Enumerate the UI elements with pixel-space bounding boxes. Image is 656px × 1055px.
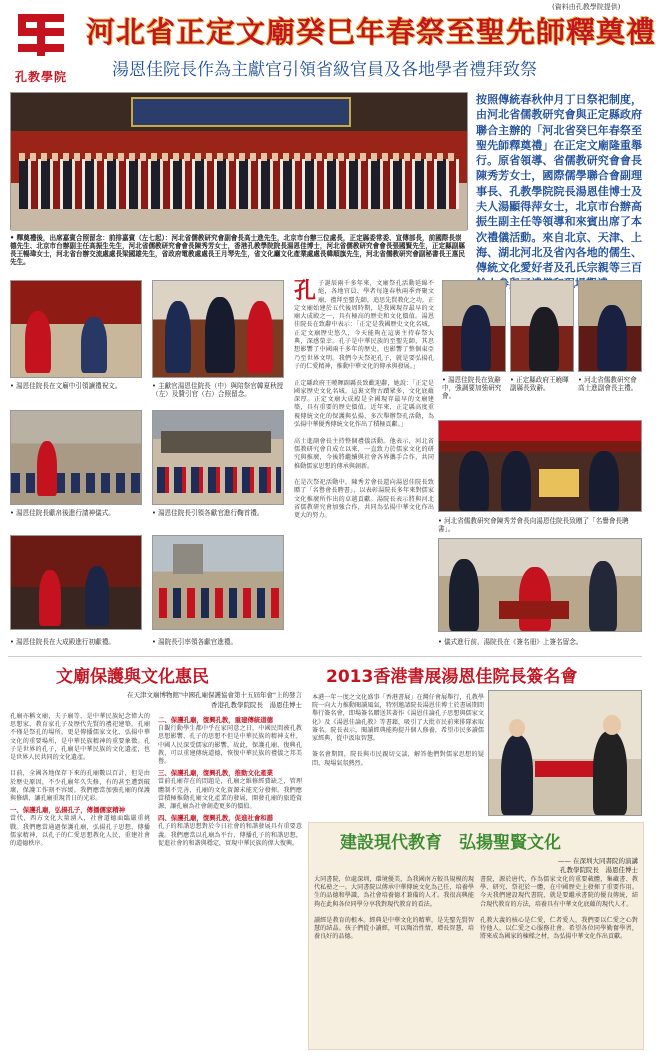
logo [12, 8, 70, 84]
caption-5: • 湯恩佳院長在大成殿進行初獻禮。 [10, 638, 115, 646]
kongjiao-logo-icon [12, 8, 70, 64]
photo-book-fair [488, 690, 642, 816]
modern-edu-title: 建設現代教育 弘揚聖賢文化 [340, 833, 561, 853]
caption-6: • 湯院長引率領各獻官進禮。 [152, 638, 238, 646]
photo-honorary-certificate [438, 420, 642, 512]
org-name: 孔教學院 [14, 70, 67, 84]
caption-1: • 湯恩佳院長在文廟中引領讀禮祝文。 [10, 382, 122, 390]
caption-2: • 主獻官湯恩佳院長（中）與陪祭官韓夏秋授（左）及贊引官（右）合照留念。 [152, 382, 284, 398]
source-tag: (資料由孔教學院提供) [552, 3, 621, 11]
bottom-mid-body1: 自觀行動學生都中乎在家同意之日，中國民間被孔教思想影響，孔子的思想不但是中華民族的精神支柱，中國人民深受儒家的影響，故此，保護孔廟、復興孔教，可以重建傳統道德，恢復中華民族的禮儀之邦美譽。 [158, 725, 302, 766]
bottom-left-sub1: 一、保護孔廟，弘揚孔子，傳播儒家精神 [10, 806, 126, 815]
divider-bottom [8, 656, 642, 657]
photo-speech [442, 280, 506, 372]
caption-4: • 湯恩佳院長引領各獻官進行鞠首禮。 [152, 509, 264, 517]
caption-9: • 河北省儒教研究會高士進副會長主禮。 [578, 376, 638, 392]
bottom-mid-body3: 孔子的和諧思想對於今日社會的和諧發展具有重要意義。我們應當以孔廟為平台，傳播孔子的和諧思想，促進社會的和諧與穩定，實現中華民族的偉大復興。 [158, 823, 302, 847]
photo-bowing-ceremony [152, 410, 284, 505]
modern-edu-byline: —— 在深圳大同書院的演講 [557, 857, 638, 865]
photo-deputy-mayor [510, 280, 574, 372]
group-photo [10, 92, 468, 230]
group-photo-caption: • 釋奠禮後，出席嘉賓合照留念：前排嘉賓（左七起）：河北省儒教研究會副會長高士進先生，北京市台辦三位處長，正定縣委常委、宣傳部長，前國際長崇德先生、北京市台辦副主任高振生先生，河北省儒教研究會會長陳秀芳女士，香港孔教學院院長湯恩佳博士，河北省儒教研究會會長張國賢先生，正定縣副縣長王暢瑋女士，河北省台辦交流處處長梁國雄先生，省政府電教處處長王月琴先生，省文化廳文化產業處處長韓順旗先生，河北省儒教研究會副秘書長王惠民先生。 [10, 234, 465, 266]
caption-7: • 湯恩佳院長在致辭中，強調要加強研究會。 [442, 376, 502, 400]
photo-first-offering [10, 535, 142, 630]
bottom-left-byline: 在天津文廟博物館"中國孔廟保護協會第十五屆年會"上的發言 [127, 691, 302, 699]
modern-edu-body2: 書院，源於唐代，作為儒家文化的重要載體，集藏書、教學、研究、祭祀於一體，在中國歷史上發揮了重要作用。今天我們建設現代書院，就是要繼承書院的優良傳統，結合現代教育的方法，培養具有中華文化底蘊的現代人才。 孔教大義的核心是仁愛，仁者愛人，我們要以仁愛之心對待他人，以仁愛之心服務社會。希望各位同學勤奮學習，將來成為國家的棟樑之材，為弘揚中華文化作出貢獻。 [480, 876, 638, 941]
photo-reading-prayer [10, 280, 142, 378]
headline: 河北省正定文廟癸巳年春祭至聖先師釋奠禮 [86, 15, 656, 49]
photo-presiding-officials [152, 280, 284, 378]
dropcap: 孔 [294, 278, 317, 304]
bottom-mid-sub3: 四、保護孔廟，復興孔教，促進社會和諧 [158, 814, 274, 823]
photo-invoke-spirit [10, 410, 142, 505]
modern-edu-byline2: 孔教學院院長 湯恩佳博士 [560, 866, 638, 874]
caption-11: • 儀式進行前，湯院長在《簽名冊》上簽名留念。 [438, 638, 583, 646]
bottom-mid-column [158, 713, 302, 1049]
book-fair-body: 本港一年一度之文化盛事「香港書展」在灣仔會展舉行，孔教學院一向大力推動閱讀風氣，特別邀請院長湯恩佳博士於書展期間舉行簽名會，即場簽名贈送其著作《湯恩佳論孔子思想與儒家文化》及《湯恩佳論孔教》等書籍，吸引了大批市民前來排隊索取簽名。院長表示，閱讀經典能夠提升個人修養，希望市民多讀儒家經典，從中汲取智慧。 簽名會期間，院長與市民親切交談，解答他們對儒家思想的疑問，現場氣氛熱烈。 [312, 694, 484, 767]
bottom-left-body2: 當代，西方文化大量湧入，社會道德面臨嚴重挑戰。我們應當通過保護孔廟，弘揚孔子思想，傳播儒家精神，以孔子的仁愛思想教化人民，重建社會的道德秩序。 [10, 815, 150, 848]
photo-procession [152, 535, 284, 630]
intro-text: 按照傳統春秋仲月丁日祭祀制度，由河北省儒教研究會與正定縣政府聯合主辦的「河北省癸巳年春祭至聖先師釋奠禮」在正定文廟隆重舉行。原省領導、省儒教研究會會長陳秀芳女士，國際儒學聯合會副理事長、孔教學院院長湯恩佳博士及夫人湯顯得萍女士，北京市台辦高振生副主任等領導和來賓出席了本次禮儀活動。來自北京、天津、上海、湖北河北及省內各地的儒生、傳統文化愛好者及孔氏宗親等三百餘人參與了禮 [476, 93, 642, 290]
bottom-left-title: 文廟保護與文化惠民 [56, 667, 209, 687]
middle-article-body: 子誕辰兩千多年來，文廟祭孔活動延綿不絕，各地官員、學者每逢春秋兩季齊聚文廟，禮拜至聖先師，追思先賢教化之功。正定文廟始建於五代後周時期，是我國現存最早的文廟大成殿之一，具有極高的歷史和文化價值。湯恩佳院長在致辭中表示：「正定是我國歷史文化名城，正定文廟歷史悠久，今天能夠在這裏主持春祭大典，深感榮幸。孔子是中華民族的至聖先師，其思想影響了中國兩千多年的歷史，也影響了整個東亞乃至世界文明。我們今天祭祀孔子，就是要弘揚孔子的仁愛精神，推動中華文化的傳承與發展。」 正定縣政府王曉暉副縣長致歡迎辭，她說：「正定是國家歷史文化名城，這裏文物古蹟眾多，文化底蘊深厚。正定文廟大成殿是全國現存最早的文廟建築，具有重要的歷史價值。近年來，正定縣高度重視傳統文化的保護與弘揚，多次舉辦祭孔活動，為弘揚中華優秀傳統文化作出了積極貢獻。」 高士進副會長主持整個禮儀活動。他表示，河北省儒教研究會自成立以來，一直致力於儒家文化的研究與推廣，今後將繼續與社會各界攜手合作，共同推動儒家思想的傳承與創新。 在是次祭祀活動中，陳秀芳會長還向湯恩佳院長致贈了「名譽會長聘書」，以表彰湯院長多年來對儒家文化推廣所作出的卓越貢獻。湯院長表示將與河北省儒教研究會加強合作，共同為弘揚中華文化作出更大的努力。 [294, 280, 434, 520]
caption-10: • 河北省儒教研究會陳秀芳會長向湯恩佳院長致贈了「名譽會長聘書」。 [438, 517, 629, 533]
bottom-left-body: 孔廟亦稱文廟，夫子廟等，是中華民族紀念偉大的思想家、教育家孔子及歷代先賢的禮祀建築。孔廟不僅是祭孔的場所，更是傳播儒家文化、弘揚中華文化的重要場所，是中華民族精神的重要象徵。孔子是世界的孔子，孔廟是中華民族的文化遺產，也是世界人民共同的文化遺產。 目前，全國各地保存下來的孔廟數以百計，但是由於歷史原因，不少孔廟年久失修，有的甚至遭到破壞，保護工作刻不容緩。我們應當加強孔廟的保護與修繕，讓孔廟重現昔日的光彩。 [10, 713, 150, 803]
book-fair-title: 2013香港書展湯恩佳院長簽名會 [326, 667, 578, 687]
photo-signing-book [438, 538, 642, 632]
bottom-left-column [10, 713, 150, 1049]
bottom-mid-body2: 當前孔廟存在的問題是，孔廟之維修經費缺乏，管理體制不完善，孔廟的文化資源未能充分發揮。我們應當積極推動孔廟文化產業的發展，開發孔廟的旅遊資源，讓孔廟為社會創造更多的價值。 [158, 778, 302, 811]
photo-vice-president [578, 280, 642, 372]
subhead: 湯恩佳院長作為主獻官引領省級官員及各地學者禮拜致祭 [112, 60, 537, 80]
bottom-mid-sub1: 二、保護孔廟，復興孔教，重建傳統道德 [158, 716, 274, 724]
caption-3: • 湯恩佳院長獻帛後進行請神儀式。 [10, 509, 115, 517]
middle-article [294, 280, 434, 650]
modern-edu-body: 大同書院，位處深圳，環境優美，為我國南方較具規模的現代私塾之一。大同書院以傳承中華傳統文化為己任，培養學生的品德和學識，為社會培養德才兼備的人才。我很高興能夠在此與各位同學分享我對現代教育的看法。 讀經是教育的根本。經典是中華文化的精華，是先聖先賢智慧的結晶。孩子們從小讀經，可以陶冶性情，增長智慧，培養良好的品德。 [314, 876, 474, 941]
bottom-mid-sub2: 三、保護孔廟，復興孔教，推動文化產業 [158, 769, 274, 778]
bottom-left-byline2: 香港孔教學院院長 湯恩佳博士 [211, 701, 302, 709]
caption-8: • 正定縣政府王曉暉副縣長致辭。 [510, 376, 569, 392]
